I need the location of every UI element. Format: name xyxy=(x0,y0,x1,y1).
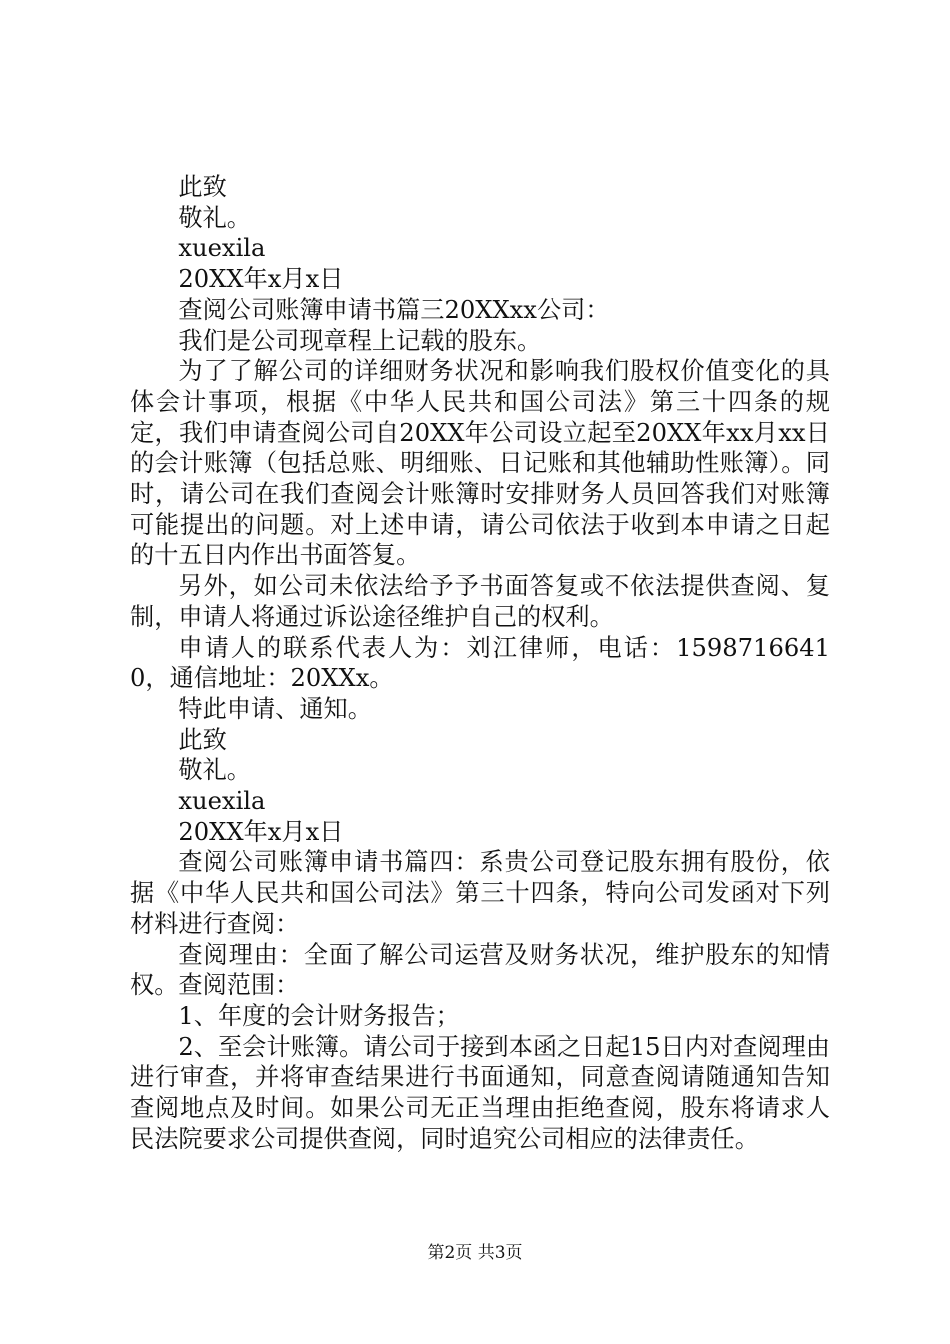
list-item: 1、年度的会计财务报告； xyxy=(178,1001,460,1030)
section-heading: 查阅公司账簿申请书篇三20XXxx公司： xyxy=(178,295,610,324)
paragraph: 查阅理由：全面了解公司运营及财务状况，维护股东的知情权。查阅范围： xyxy=(130,940,830,1000)
paragraph: 特此申请、通知。 xyxy=(178,694,372,723)
document-body xyxy=(130,172,830,1155)
section-heading: 查阅公司账簿申请书篇四：系贵公司登记股东拥有股份，依据《中华人民共和国公司法》第三十四条，特向公司发函对下列材料进行查阅： xyxy=(130,848,830,938)
page-footer: 第2页 共3页 xyxy=(427,1243,523,1263)
closing-salutation: 此致 xyxy=(178,725,227,754)
list-item: 2、至会计账簿。请公司于接到本函之日起15日内对查阅理由进行审查，并将审查结果进行书面通知，同意查阅请随通知告知查阅地点及时间。如果公司无正当理由拒绝查阅，股东将请求人民法院要求公司提供查阅，同时追究公司相应的法律责任。 xyxy=(130,1032,830,1153)
date-line: 20XX年x月x日 xyxy=(178,817,344,846)
paragraph: 申请人的联系代表人为：刘江律师，电话：15987166410，通信地址：20XXx。 xyxy=(130,633,830,693)
closing-regards: 敬礼。 xyxy=(178,203,251,232)
paragraph: 另外，如公司未依法给予予书面答复或不依法提供查阅、复制，申请人将通过诉讼途径维护自己的权利。 xyxy=(130,572,830,631)
signature: xuexila xyxy=(178,234,266,263)
paragraph: 为了了解公司的详细财务状况和影响我们股权价值变化的具体会计事项，根据《中华人民共和国公司法》第三十四条的规定，我们申请查阅公司自20XX年公司设立起至20XX年xx月xx日的会计账簿（包括总账、明细账、日记账和其他辅助性账簿）。同时，请公司在我们查阅会计账簿时安排财务人员回答我们对账簿可能提出的问题。对上述申请，请公司依法于收到本申请之日起的十五日内作出书面答复。 xyxy=(130,357,830,570)
closing-regards: 敬礼。 xyxy=(178,756,251,785)
paragraph: 我们是公司现章程上记载的股东。 xyxy=(178,326,542,355)
date-line: 20XX年x月x日 xyxy=(178,265,344,294)
signature: xuexila xyxy=(178,787,266,816)
closing-salutation: 此致 xyxy=(178,173,227,201)
